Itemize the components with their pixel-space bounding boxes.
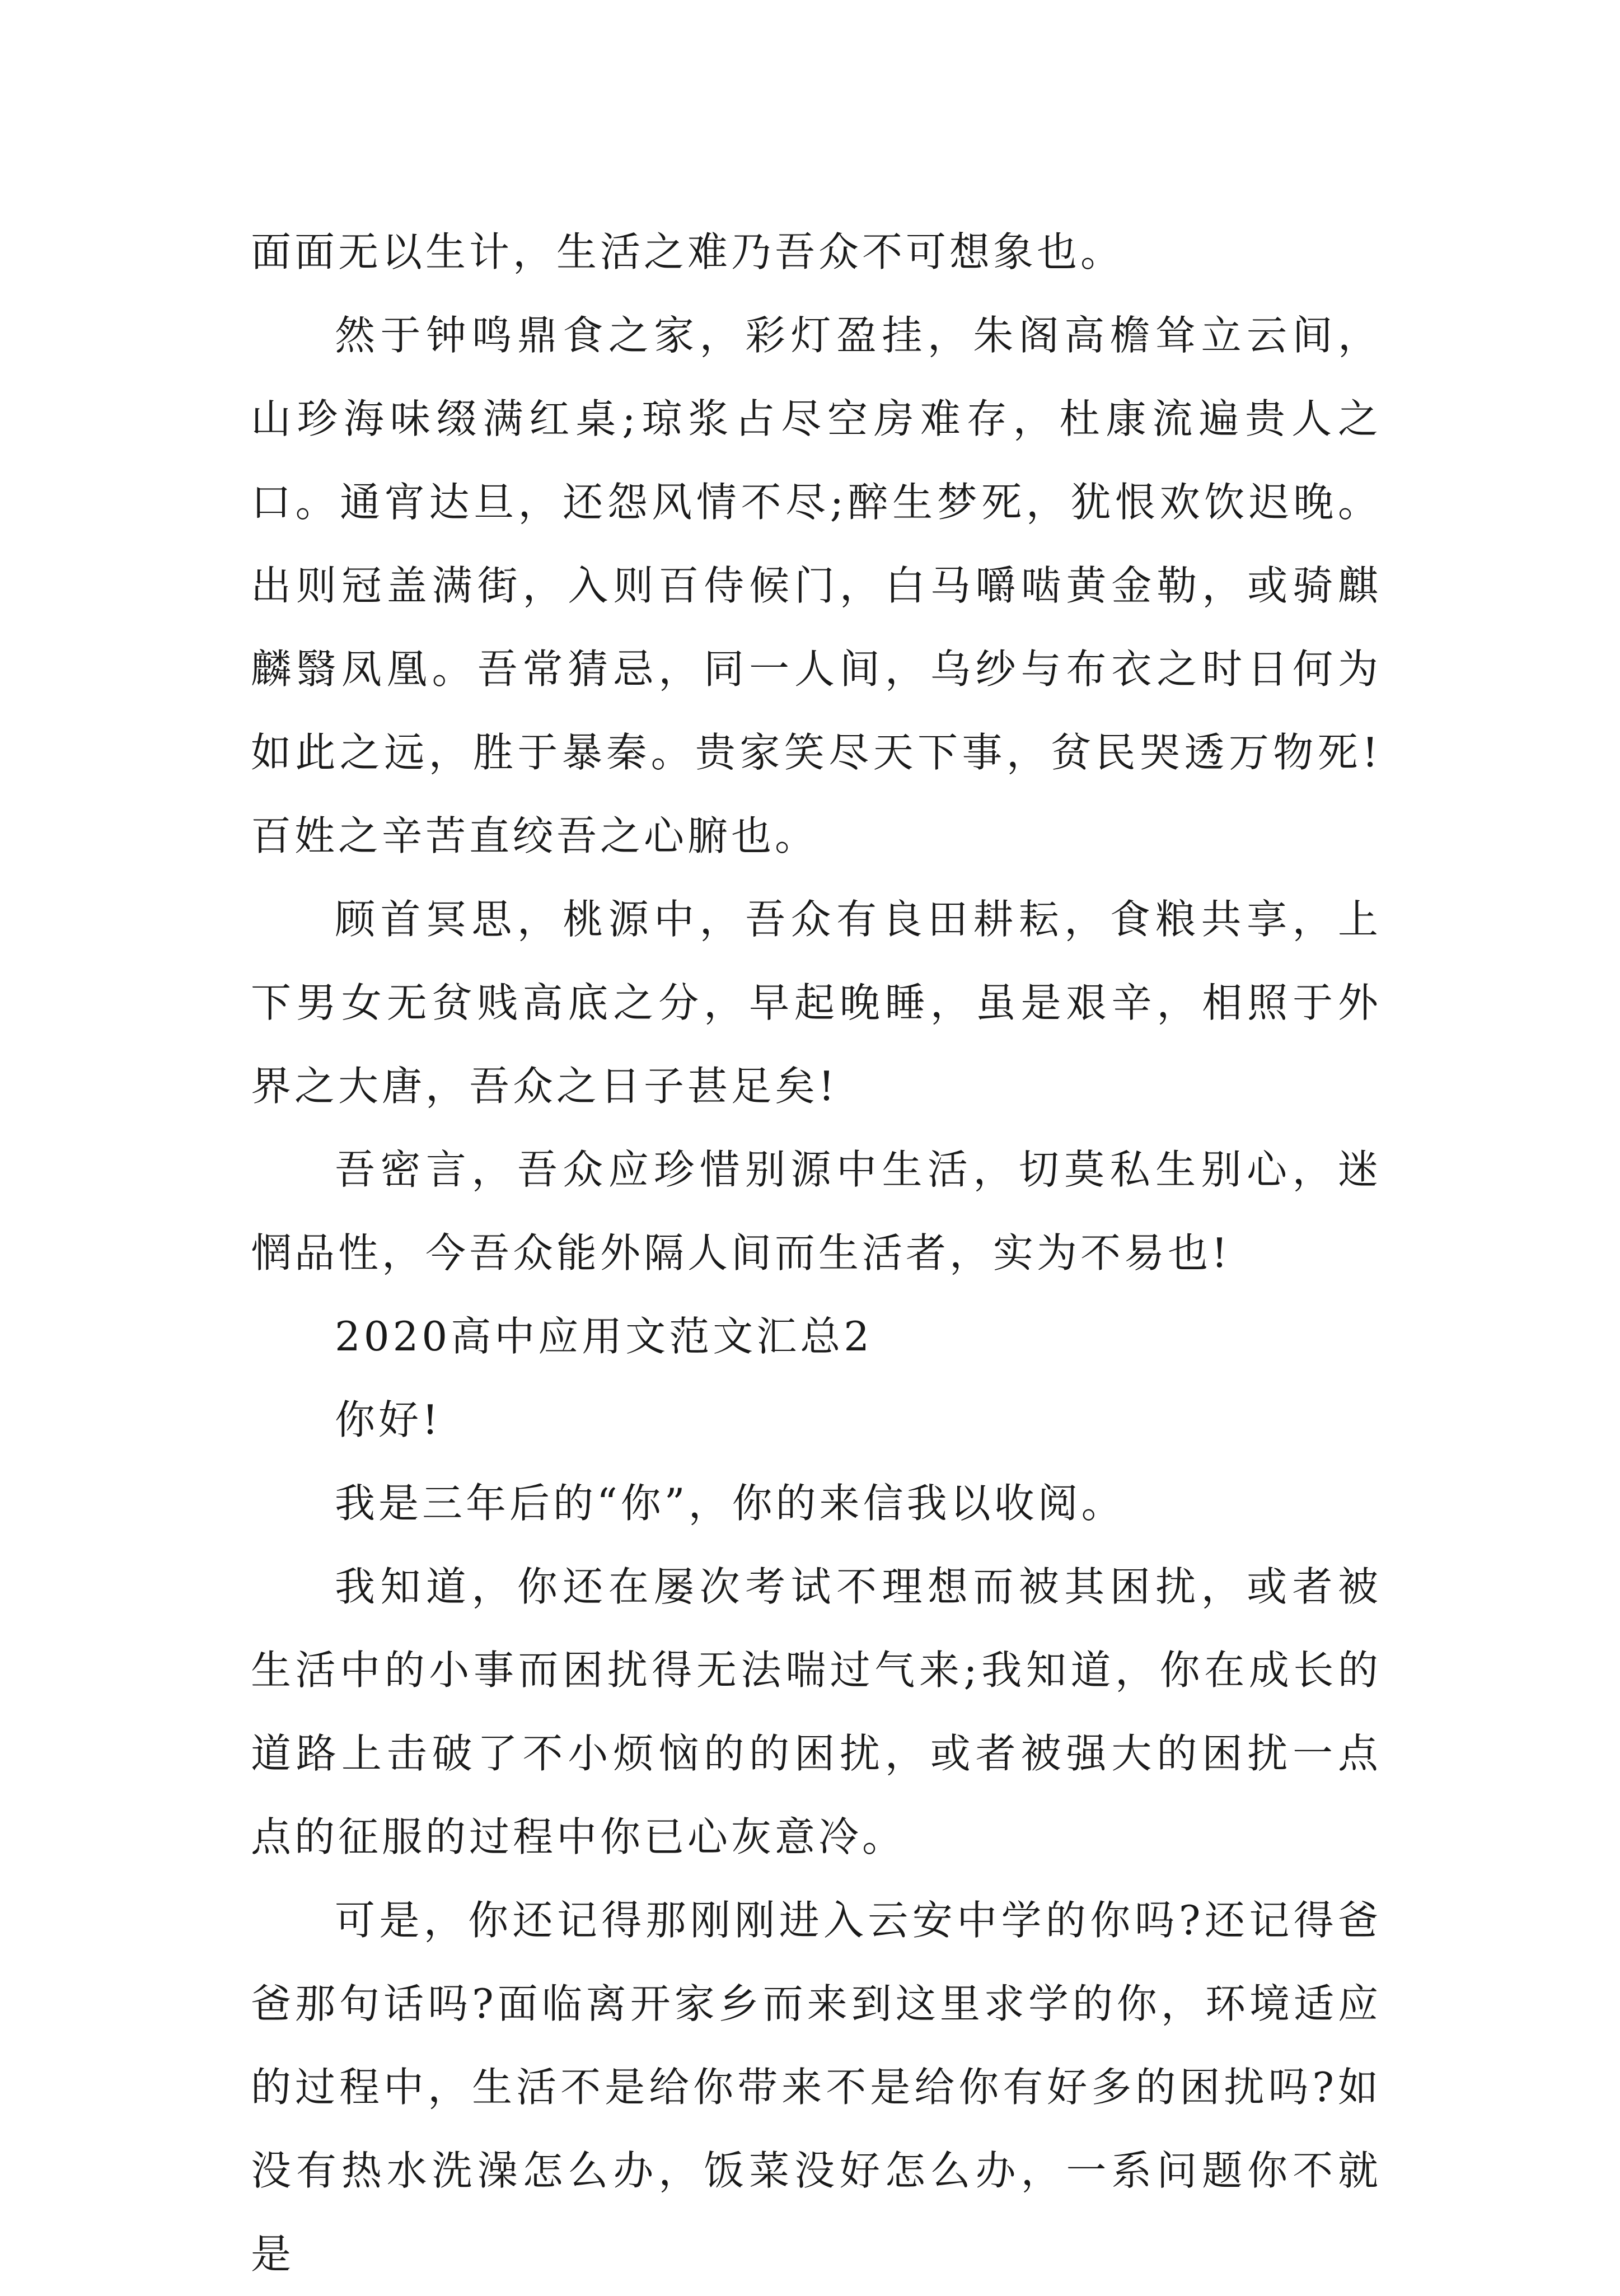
- section-heading: 2020高中应用文范文汇总2: [335, 1313, 873, 1360]
- letter-intro: 我是三年后的“你”，你的来信我以收阅。: [335, 1480, 1125, 1527]
- paragraph-9: 可是，你还记得那刚刚进入云安中学的你吗?还记得爸爸那句话吗?面临离开家乡而来到这里求学的你，环境适应的过程中，生活不是给你带来不是给你有好多的困扰吗?如没有热水洗澡怎么办，饭菜没好怎么办，一系问题你不就是: [251, 1897, 1382, 2278]
- paragraph-3: 顾首冥思，桃源中，吾众有良田耕耘，食粮共享，上下男女无贫贱高底之分，早起晚睡，虽是艰辛，相照于外界之大唐，吾众之日子甚足矣!: [251, 896, 1382, 1110]
- paragraph-4: 吾密言，吾众应珍惜别源中生活，切莫私生别心，迷惘品性，今吾众能外隔人间而生活者，实为不易也!: [251, 1146, 1382, 1276]
- document-body: [251, 211, 1382, 2296]
- paragraph-2: 然于钟鸣鼎食之家，彩灯盈挂，朱阁高檐耸立云间，山珍海味缀满红桌;琼浆占尽空房难存，杜康流遍贵人之口。通宵达旦，还怨风情不尽;醉生梦死，犹恨欢饮迟晚。出则冠盖满街，入则百侍候门，白马嚼啮黄金勒，或骑麒麟翳凤凰。吾常猜忌，同一人间，乌纱与布衣之时日何为如此之远，胜于暴秦。贵家笑尽天下事，贫民哭透万物死!百姓之辛苦直绞吾之心腑也。: [251, 312, 1382, 859]
- paragraph-1: 面面无以生计，生活之难乃吾众不可想象也。: [251, 228, 1125, 275]
- paragraph-8: 我知道，你还在屡次考试不理想而被其困扰，或者被生活中的小事而困扰得无法喘过气来;我知道，你在成长的道路上击破了不小烦恼的的困扰，或者被强大的困扰一点点的征服的过程中你已心灰意冷。: [251, 1563, 1382, 1860]
- letter-greeting: 你好!: [335, 1396, 442, 1443]
